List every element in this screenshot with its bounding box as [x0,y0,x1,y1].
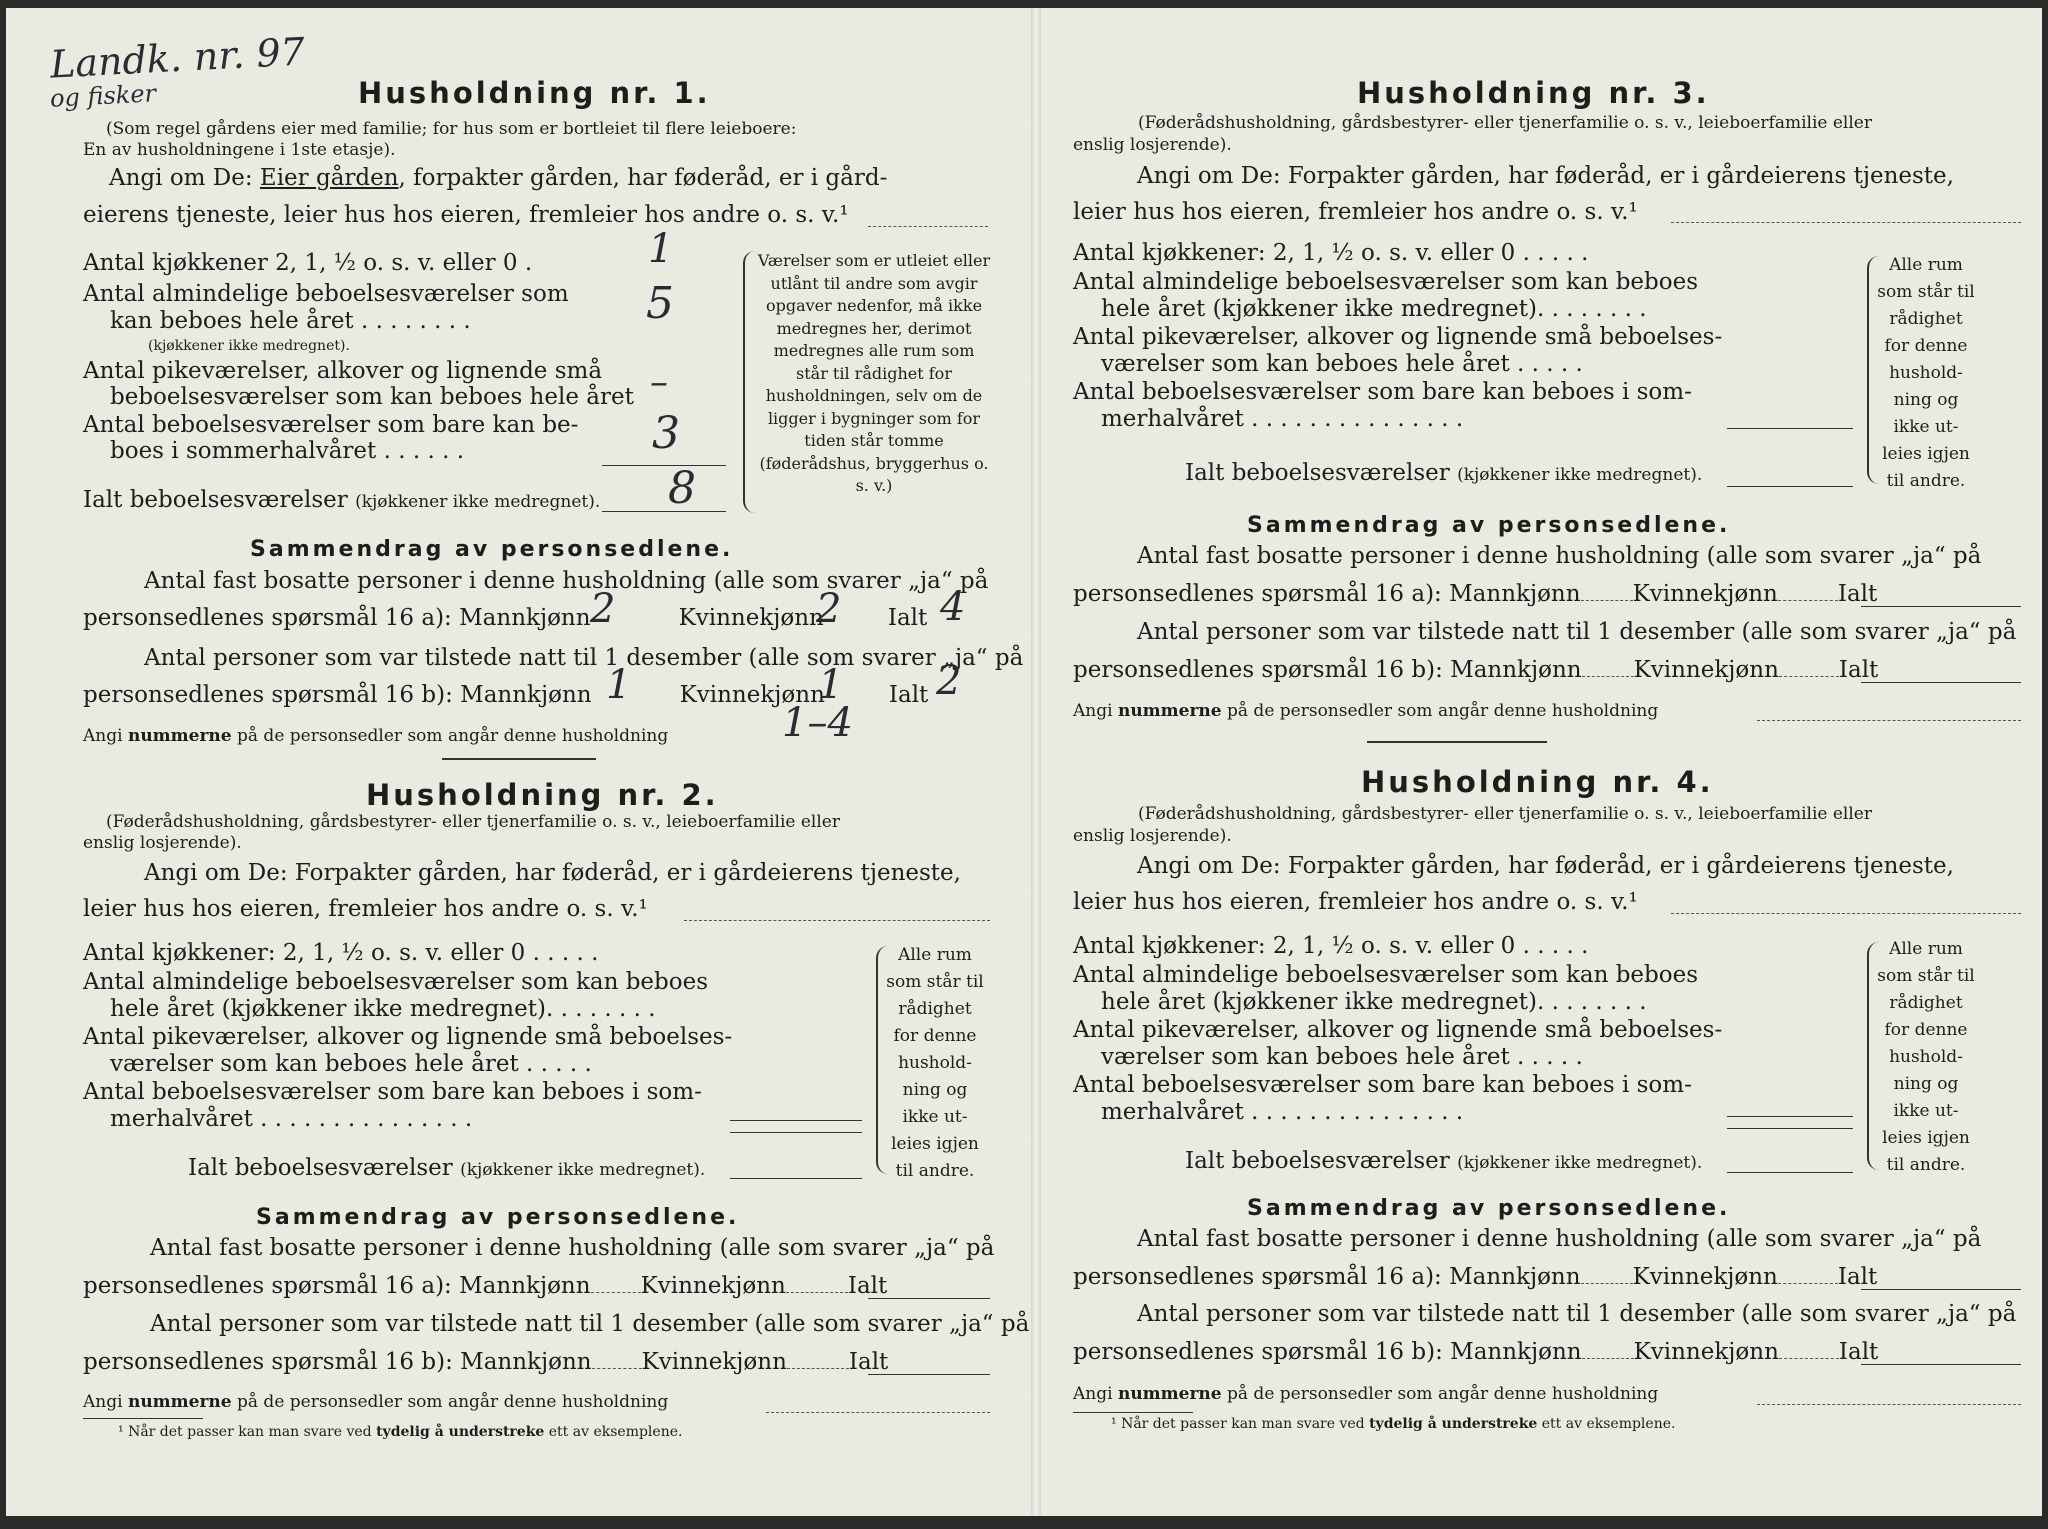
total-answer-line [730,1178,862,1179]
household4-ordinary-line1: Antal almindelige beboelsesværelser som kan beboes [1073,962,1699,988]
household3-ordinary-line1: Antal almindelige beboelsesværelser som kan beboes [1073,269,1699,295]
footnote-suffix: ett av eksemplene. [1541,1416,1676,1432]
footnote-suffix: ett av eksemplene. [548,1424,683,1440]
right-page [1041,8,2042,1516]
household2-note-line2: enslig losjerende). [83,833,242,853]
household3-maid-line2: værelser som kan beboes hele året . . . . . [1101,351,1583,377]
total-note: (kjøkkener ikke medregnet). [460,1160,706,1180]
household4-resident-line1: Antal fast bosatte personer i denne husholdning (alle som svarer „ja“ på [1137,1226,1982,1252]
h1-maid-value: – [650,362,668,403]
summer-answer-line [602,465,726,466]
section-separator [1367,741,1547,743]
household4-maid-line1: Antal pikeværelser, alkover og lignende små beboelses- [1073,1017,1723,1043]
women-label: Kvinnekjønn [641,1349,787,1375]
present-prefix: personsedlenes spørsmål 16 b): [1073,1339,1443,1365]
total-label: Ialt beboelsesværelser [1185,1148,1450,1174]
household1-resident-line1: Antal fast bosatte personer i denne husholdning (alle som svarer „ja“ på [144,568,989,594]
numbers-prefix: Angi [83,726,123,746]
household4-present-line1: Antal personer som var tilstede natt til 1 desember (alle som svarer „ja“ på [1137,1301,2017,1327]
household4-side-note: Alle rum som står til rådighet for denne hushold-ning og ikke ut-leies igjen til andre. [1877,939,1975,1175]
footnote-prefix: ¹ Når det passer kan man svare ved [1111,1416,1365,1432]
resident-prefix: personsedlenes spørsmål 16 a): [1073,581,1442,607]
total-short-label: Ialt [1838,657,1879,683]
h1-summer-value: 3 [652,408,680,459]
numbers-rest: på de personsedler som angår denne husholdning [237,1392,669,1412]
household2-present-line1: Antal personer som var tilstede natt til 1 desember (alle som svarer „ja“ på [150,1311,1030,1337]
women-label: Kvinnekjønn [1632,581,1778,607]
household1-maid-line2: beboelsesværelser som kan beboes hele året [110,384,634,410]
h1-resident-men-value: 2 [590,586,616,632]
household1-summer-line2: boes i sommerhalvåret . . . . . . [110,438,465,464]
household1-ordinary-line3: (kjøkkener ikke medregnet). [148,338,350,354]
household3-summary-title: Sammendrag av personsedlene. [1247,513,1731,538]
household4-ordinary-line2: hele året (kjøkkener ikke medregnet). . . . . . . . [1101,989,1647,1015]
household4-maid-line2: værelser som kan beboes hele året . . . . . [1101,1044,1583,1070]
numbers-answer-line [766,1412,990,1413]
household4-angi-line2: leier hus hos eieren, fremleier hos andre o. s. v.¹ [1073,889,1638,915]
h1-kitchens-value: 1 [648,226,674,272]
present-total-line [868,1374,990,1375]
numbers-rest: på de personsedler som angår denne husholdning [1227,1384,1659,1404]
household1-kitchens: Antal kjøkkener 2, 1, ½ o. s. v. eller 0 . [83,250,533,276]
household1-ordinary-line1: Antal almindelige beboelsesværelser som [83,281,569,307]
left-page [6,8,1031,1516]
h1-ordinary-value: 5 [646,278,674,329]
numbers-bold: nummerne [127,726,232,746]
household3-summer-line1: Antal beboelsesværelser som bare kan beboes i som- [1073,379,1692,405]
census-form-sheet [6,8,2042,1516]
men-label: Mannkjønn [1450,657,1582,683]
men-label: Mannkjønn [1450,1339,1582,1365]
total-short-label: Ialt [888,682,929,708]
household2-present-line2 [83,1349,888,1375]
total-note: (kjøkkener ikke medregnet). [355,492,601,512]
handwritten-note-line2: og fisker [49,79,157,113]
household3-numbers [1073,701,1658,721]
h1-total-value: 8 [668,463,696,514]
household3-present-line2 [1073,657,1878,683]
household4-numbers [1073,1384,1658,1404]
present-total-line [1861,1364,2021,1365]
household4-note-line2: enslig losjerende). [1073,826,1232,846]
total-note: (kjøkkener ikke medregnet). [1457,465,1703,485]
household1-total [83,487,600,513]
women-label: Kvinnekjønn [640,1273,786,1299]
footnote-bold: tydelig å understreke [1369,1416,1538,1432]
angi-answer-line [1671,222,2021,223]
h1-resident-total-value: 4 [940,584,966,630]
footnote-rule [1073,1412,1193,1413]
resident-total-line [1861,1289,2021,1290]
women-label: Kvinnekjønn [679,682,825,708]
household2-summer-line2: merhalvåret . . . . . . . . . . . . . . . [110,1106,473,1132]
footnote-right [1111,1416,1675,1432]
household3-total [1185,460,1702,486]
women-label: Kvinnekjønn [1633,1339,1779,1365]
household2-maid-line1: Antal pikeværelser, alkover og lignende små beboelses- [83,1024,733,1050]
household2-maid-line2: værelser som kan beboes hele året . . . . . [110,1051,592,1077]
household3-side-note: Alle rum som står til rådighet for denne hushold-ning og ikke ut-leies igjen til andre. [1877,255,1975,491]
angi-prefix: Angi om De: [109,165,253,191]
numbers-answer-line [1757,1404,2021,1405]
men-label: Mannkjønn [1449,581,1581,607]
household1-note-line2: En av husholdningene i 1ste etasje). [83,140,396,160]
household3-note-line1: (Føderådshusholdning, gårdsbestyrer- eller tjenerfamilie o. s. v., leieboerfamilie eller [1138,113,1872,133]
h1-resident-women-value: 2 [816,586,842,632]
angi-underlined-choice: Eier gården [259,165,399,191]
summer-answer-line [1727,428,1853,429]
household2-total [188,1155,705,1181]
footnote-left [118,1424,682,1440]
total-label: Ialt beboelsesværelser [188,1155,453,1181]
household3-resident-line1: Antal fast bosatte personer i denne husholdning (alle som svarer „ja“ på [1137,543,1982,569]
h1-slip-numbers-value: 1–4 [782,700,853,746]
household4-summary-title: Sammendrag av personsedlene. [1247,1196,1731,1221]
section-separator [442,758,596,760]
household1-title: Husholdning nr. 1. [358,76,711,110]
household1-side-note: Værelser som er utleiet eller utlånt til andre som avgir opgaver nedenfor, må ikke medregnes her, derimot medregnes alle rum som står til rådighet for husholdningen, selv om de ligger i bygninger som for tiden står tomme (føderådshus, bryggerhus o. s. v.) [757,251,991,495]
angi-answer-line [1671,913,2021,914]
present-prefix: personsedlenes spørsmål 16 b): [83,1349,453,1375]
summer-answer-line [1727,1116,1853,1117]
household3-angi-line2: leier hus hos eieren, fremleier hos andre o. s. v.¹ [1073,199,1638,225]
household1-present-line1: Antal personer som var tilstede natt til 1 desember (alle som svarer „ja“ på [144,645,1024,671]
household3-present-line1: Antal personer som var tilstede natt til 1 desember (alle som svarer „ja“ på [1137,619,2017,645]
household2-resident-line2 [83,1273,887,1299]
household4-angi-line1: Angi om De: Forpakter gården, har føderåd, er i gårdeierens tjeneste, [1137,853,1954,879]
household2-note-line1: (Føderådshusholdning, gårdsbestyrer- eller tjenerfamilie o. s. v., leieboerfamilie eller [106,812,840,832]
angi-answer-line [868,226,988,227]
total-short-label: Ialt [847,1273,888,1299]
household2-resident-line1: Antal fast bosatte personer i denne husholdning (alle som svarer „ja“ på [150,1235,995,1261]
household3-resident-line2 [1073,581,1877,607]
resident-prefix: personsedlenes spørsmål 16 a): [83,1273,452,1299]
household1-ordinary-line2: kan beboes hele året . . . . . . . . [110,308,471,334]
household1-numbers [83,726,668,746]
women-label: Kvinnekjønn [1633,657,1779,683]
household3-note-line2: enslig losjerende). [1073,135,1232,155]
numbers-bold: nummerne [127,1392,232,1412]
women-label: Kvinnekjønn [678,605,824,631]
total-short-label: Ialt [887,605,928,631]
handwritten-note-line1: Landk. nr. 97 [49,29,306,87]
household4-title: Husholdning nr. 4. [1361,765,1714,799]
summer-answer-line [730,1120,862,1121]
total-short-label: Ialt [1837,581,1878,607]
men-label: Mannkjønn [1449,1264,1581,1290]
household4-note-line1: (Føderådshusholdning, gårdsbestyrer- eller tjenerfamilie o. s. v., leieboerfamilie eller [1138,804,1872,824]
numbers-rest: på de personsedler som angår denne husholdning [1227,701,1659,721]
angi-answer-line [684,920,990,921]
total-label: Ialt beboelsesværelser [1185,460,1450,486]
household1-maid-line1: Antal pikeværelser, alkover og lignende små [83,358,603,384]
numbers-rest: på de personsedler som angår denne husholdning [237,726,669,746]
total-short-label: Ialt [848,1349,889,1375]
household3-ordinary-line2: hele året (kjøkkener ikke medregnet). . . . . . . . [1101,296,1647,322]
total-label: Ialt beboelsesværelser [83,487,348,513]
total-answer-line [602,511,726,512]
h1-present-women-value: 1 [818,662,844,708]
footnote-rule [83,1418,203,1419]
h1-present-total-value: 2 [936,658,962,704]
total-note: (kjøkkener ikke medregnet). [1457,1153,1703,1173]
household2-title: Husholdning nr. 2. [366,778,719,812]
household2-side-note: Alle rum som står til rådighet for denne hushold-ning og ikke ut-leies igjen til andre. [886,945,984,1181]
side-note-brace [743,251,755,513]
numbers-bold: nummerne [1117,701,1222,721]
numbers-prefix: Angi [1073,1384,1113,1404]
numbers-prefix: Angi [83,1392,123,1412]
household1-note-line1: (Som regel gårdens eier med familie; for hus som er bortleiet til flere leieboere: [106,119,797,139]
page-fold [1031,8,1041,1516]
footnote-prefix: ¹ Når det passer kan man svare ved [118,1424,372,1440]
numbers-bold: nummerne [1117,1384,1222,1404]
total-answer-line [1727,1172,1853,1173]
summer-answer-line-2 [730,1132,862,1133]
household1-summer-line1: Antal beboelsesværelser som bare kan be- [83,412,579,438]
resident-prefix: personsedlenes spørsmål 16 a): [1073,1264,1442,1290]
men-label: Mannkjønn [460,1349,592,1375]
household2-numbers [83,1392,668,1412]
household4-kitchens: Antal kjøkkener: 2, 1, ½ o. s. v. eller 0 . . . . . [1073,933,1589,959]
household2-kitchens: Antal kjøkkener: 2, 1, ½ o. s. v. eller 0 . . . . . [83,940,599,966]
present-prefix: personsedlenes spørsmål 16 b): [83,682,453,708]
resident-prefix: personsedlenes spørsmål 16 a): [83,605,452,631]
household3-angi-line1: Angi om De: Forpakter gården, har føderåd, er i gårdeierens tjeneste, [1137,163,1954,189]
household4-total [1185,1148,1702,1174]
household2-summary-title: Sammendrag av personsedlene. [256,1205,740,1230]
numbers-answer-line [1757,720,2021,721]
summer-answer-line-2 [1727,1128,1853,1129]
household3-kitchens: Antal kjøkkener: 2, 1, ½ o. s. v. eller 0 . . . . . [1073,240,1589,266]
women-label: Kvinnekjønn [1632,1264,1778,1290]
household3-maid-line1: Antal pikeværelser, alkover og lignende små beboelses- [1073,324,1723,350]
household2-ordinary-line1: Antal almindelige beboelsesværelser som kan beboes [83,969,709,995]
total-short-label: Ialt [1838,1339,1879,1365]
household2-ordinary-line2: hele året (kjøkkener ikke medregnet). . . . . . . . [110,996,656,1022]
household2-angi-line2: leier hus hos eieren, fremleier hos andre o. s. v.¹ [83,896,648,922]
household4-summer-line1: Antal beboelsesværelser som bare kan beboes i som- [1073,1072,1692,1098]
household2-summer-line1: Antal beboelsesværelser som bare kan beboes i som- [83,1079,702,1105]
household1-angi-line2: eierens tjeneste, leier hus hos eieren, fremleier hos andre o. s. v.¹ [83,202,849,228]
total-answer-line [1727,486,1853,487]
present-total-line [1861,682,2021,683]
resident-total-line [1861,606,2021,607]
household2-angi-line1: Angi om De: Forpakter gården, har føderåd, er i gårdeierens tjeneste, [144,860,961,886]
household4-summer-line2: merhalvåret . . . . . . . . . . . . . . . [1101,1099,1464,1125]
footnote-bold: tydelig å understreke [376,1424,545,1440]
angi-rest: , forpakter gården, har føderåd, er i gård- [398,165,888,191]
men-label: Mannkjønn [460,682,592,708]
household3-title: Husholdning nr. 3. [1357,76,1710,110]
resident-total-line [868,1298,990,1299]
present-prefix: personsedlenes spørsmål 16 b): [1073,657,1443,683]
household4-present-line2 [1073,1339,1878,1365]
men-label: Mannkjønn [459,1273,591,1299]
men-label: Mannkjønn [459,605,591,631]
household4-resident-line2 [1073,1264,1877,1290]
household1-summary-title: Sammendrag av personsedlene. [250,537,734,562]
numbers-prefix: Angi [1073,701,1113,721]
household1-angi-line1 [109,165,887,191]
household1-resident-line2 [83,605,927,631]
household3-summer-line2: merhalvåret . . . . . . . . . . . . . . . [1101,406,1464,432]
h1-present-men-value: 1 [606,662,632,708]
total-short-label: Ialt [1837,1264,1878,1290]
